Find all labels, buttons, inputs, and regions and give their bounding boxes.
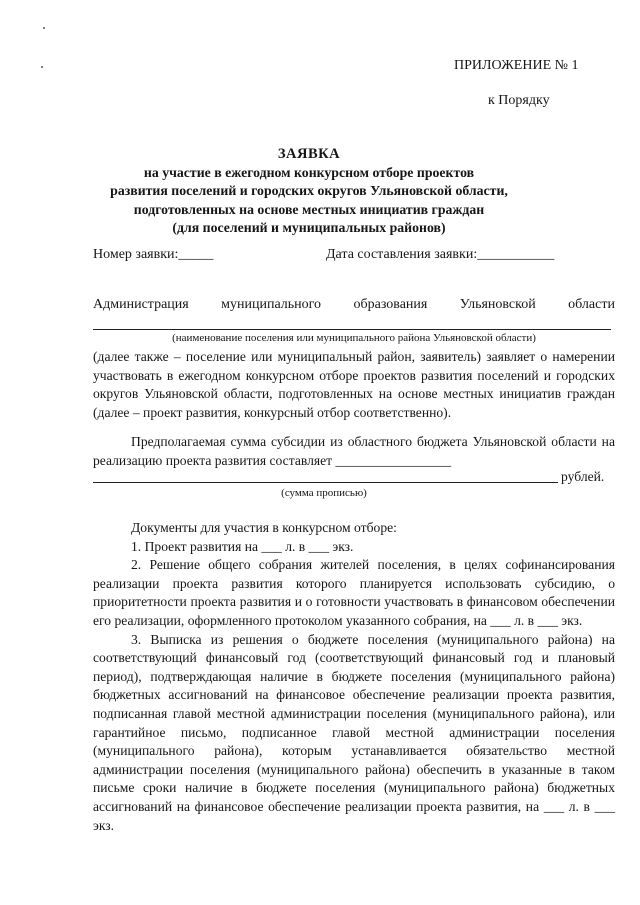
appendix-label: ПРИЛОЖЕНИЕ № 1 <box>454 58 579 73</box>
admin-word: муниципального <box>221 297 322 312</box>
admin-word: образования <box>353 297 428 312</box>
document-item: 1. Проект развития на ___ л. в ___ экз. <box>131 538 354 554</box>
title-line: на участие в ежегодном конкурсном отборе проектов <box>143 164 475 180</box>
application-number-field: Номер заявки:_____ <box>93 247 214 262</box>
subsidy-paragraph <box>93 433 615 470</box>
rubles-label: рублей. <box>561 469 605 484</box>
title-main: ЗАЯВКА <box>277 146 341 162</box>
subsidy-amount-rule <box>93 482 558 483</box>
subsidy-amount-line <box>93 468 615 487</box>
settlement-name-caption: (наименование поселения или муниципального района Ульяновской области) <box>172 332 536 344</box>
documents-section <box>93 519 615 835</box>
order-reference: к Порядку <box>488 93 550 108</box>
document-item: 3. Выписка из решения о бюджете поселения (муниципального района) на соответствующий финансовый год (соответствующий финансовый год и плановый период), подтверждающая наличие в бюджете поселения (муниципального района) бюджетных ассигнований на финансовое обеспечение реализации проекта развития, подписанная главой местной администрации поселения (муниципального района), или гарантийное письмо, подписанное главой местной администрации поселения (муниципального района), которым устанавливается обязательство местной администрации поселения (муниципального района) обеспечить в указанные в таком письме сроки наличие в бюджете поселения (муниципального района) бюджетных ассигнований на финансовое обеспечение реализации проекта развития, на ___ л. в ___ экз. <box>93 631 615 833</box>
subsidy-text: Предполагаемая сумма субсидии из областного бюджета Ульяновской области на реализацию проекта развития составляет _________________ <box>93 434 615 468</box>
title-line: (для поселений и муниципальных районов) <box>172 220 446 236</box>
title-line: развития поселений и городских округов Ульяновской области, <box>110 183 508 199</box>
admin-word: области <box>568 297 615 312</box>
title-line: подготовленных на основе местных инициатив граждан <box>133 201 485 217</box>
admin-word: Ульяновской <box>459 297 536 312</box>
scan-speck <box>43 27 45 29</box>
document-item: 2. Решение общего собрания жителей поселения, в целях софинансирования реализации проекта развития которого планируется использовать субсидию, о приоритетности проекта развития и о готовности участвовать в финансовом обеспечении его реализации, оформленного протоколом указанного собрания, на ___ л. в ___ экз. <box>93 557 615 628</box>
admin-paragraph <box>93 348 615 422</box>
admin-word: Администрация <box>93 297 189 312</box>
admin-text: (далее также – поселение или муниципальный район, заявитель) заявляет о намерении участвовать в ежегодном конкурсном отборе проектов развития поселений и городских округов Ульяновской области, подготовленных на основе местных инициатив граждан (далее – проект развития, конкурсный отбор соответственно). <box>93 349 615 420</box>
sum-in-words-caption: (сумма прописью) <box>281 487 367 499</box>
documents-heading: Документы для участия в конкурсном отборе: <box>131 520 397 535</box>
document-title <box>90 145 528 238</box>
settlement-name-line <box>93 329 611 330</box>
admin-line <box>93 296 615 315</box>
application-date-field: Дата составления заявки:___________ <box>326 247 555 262</box>
scan-speck <box>41 66 43 68</box>
